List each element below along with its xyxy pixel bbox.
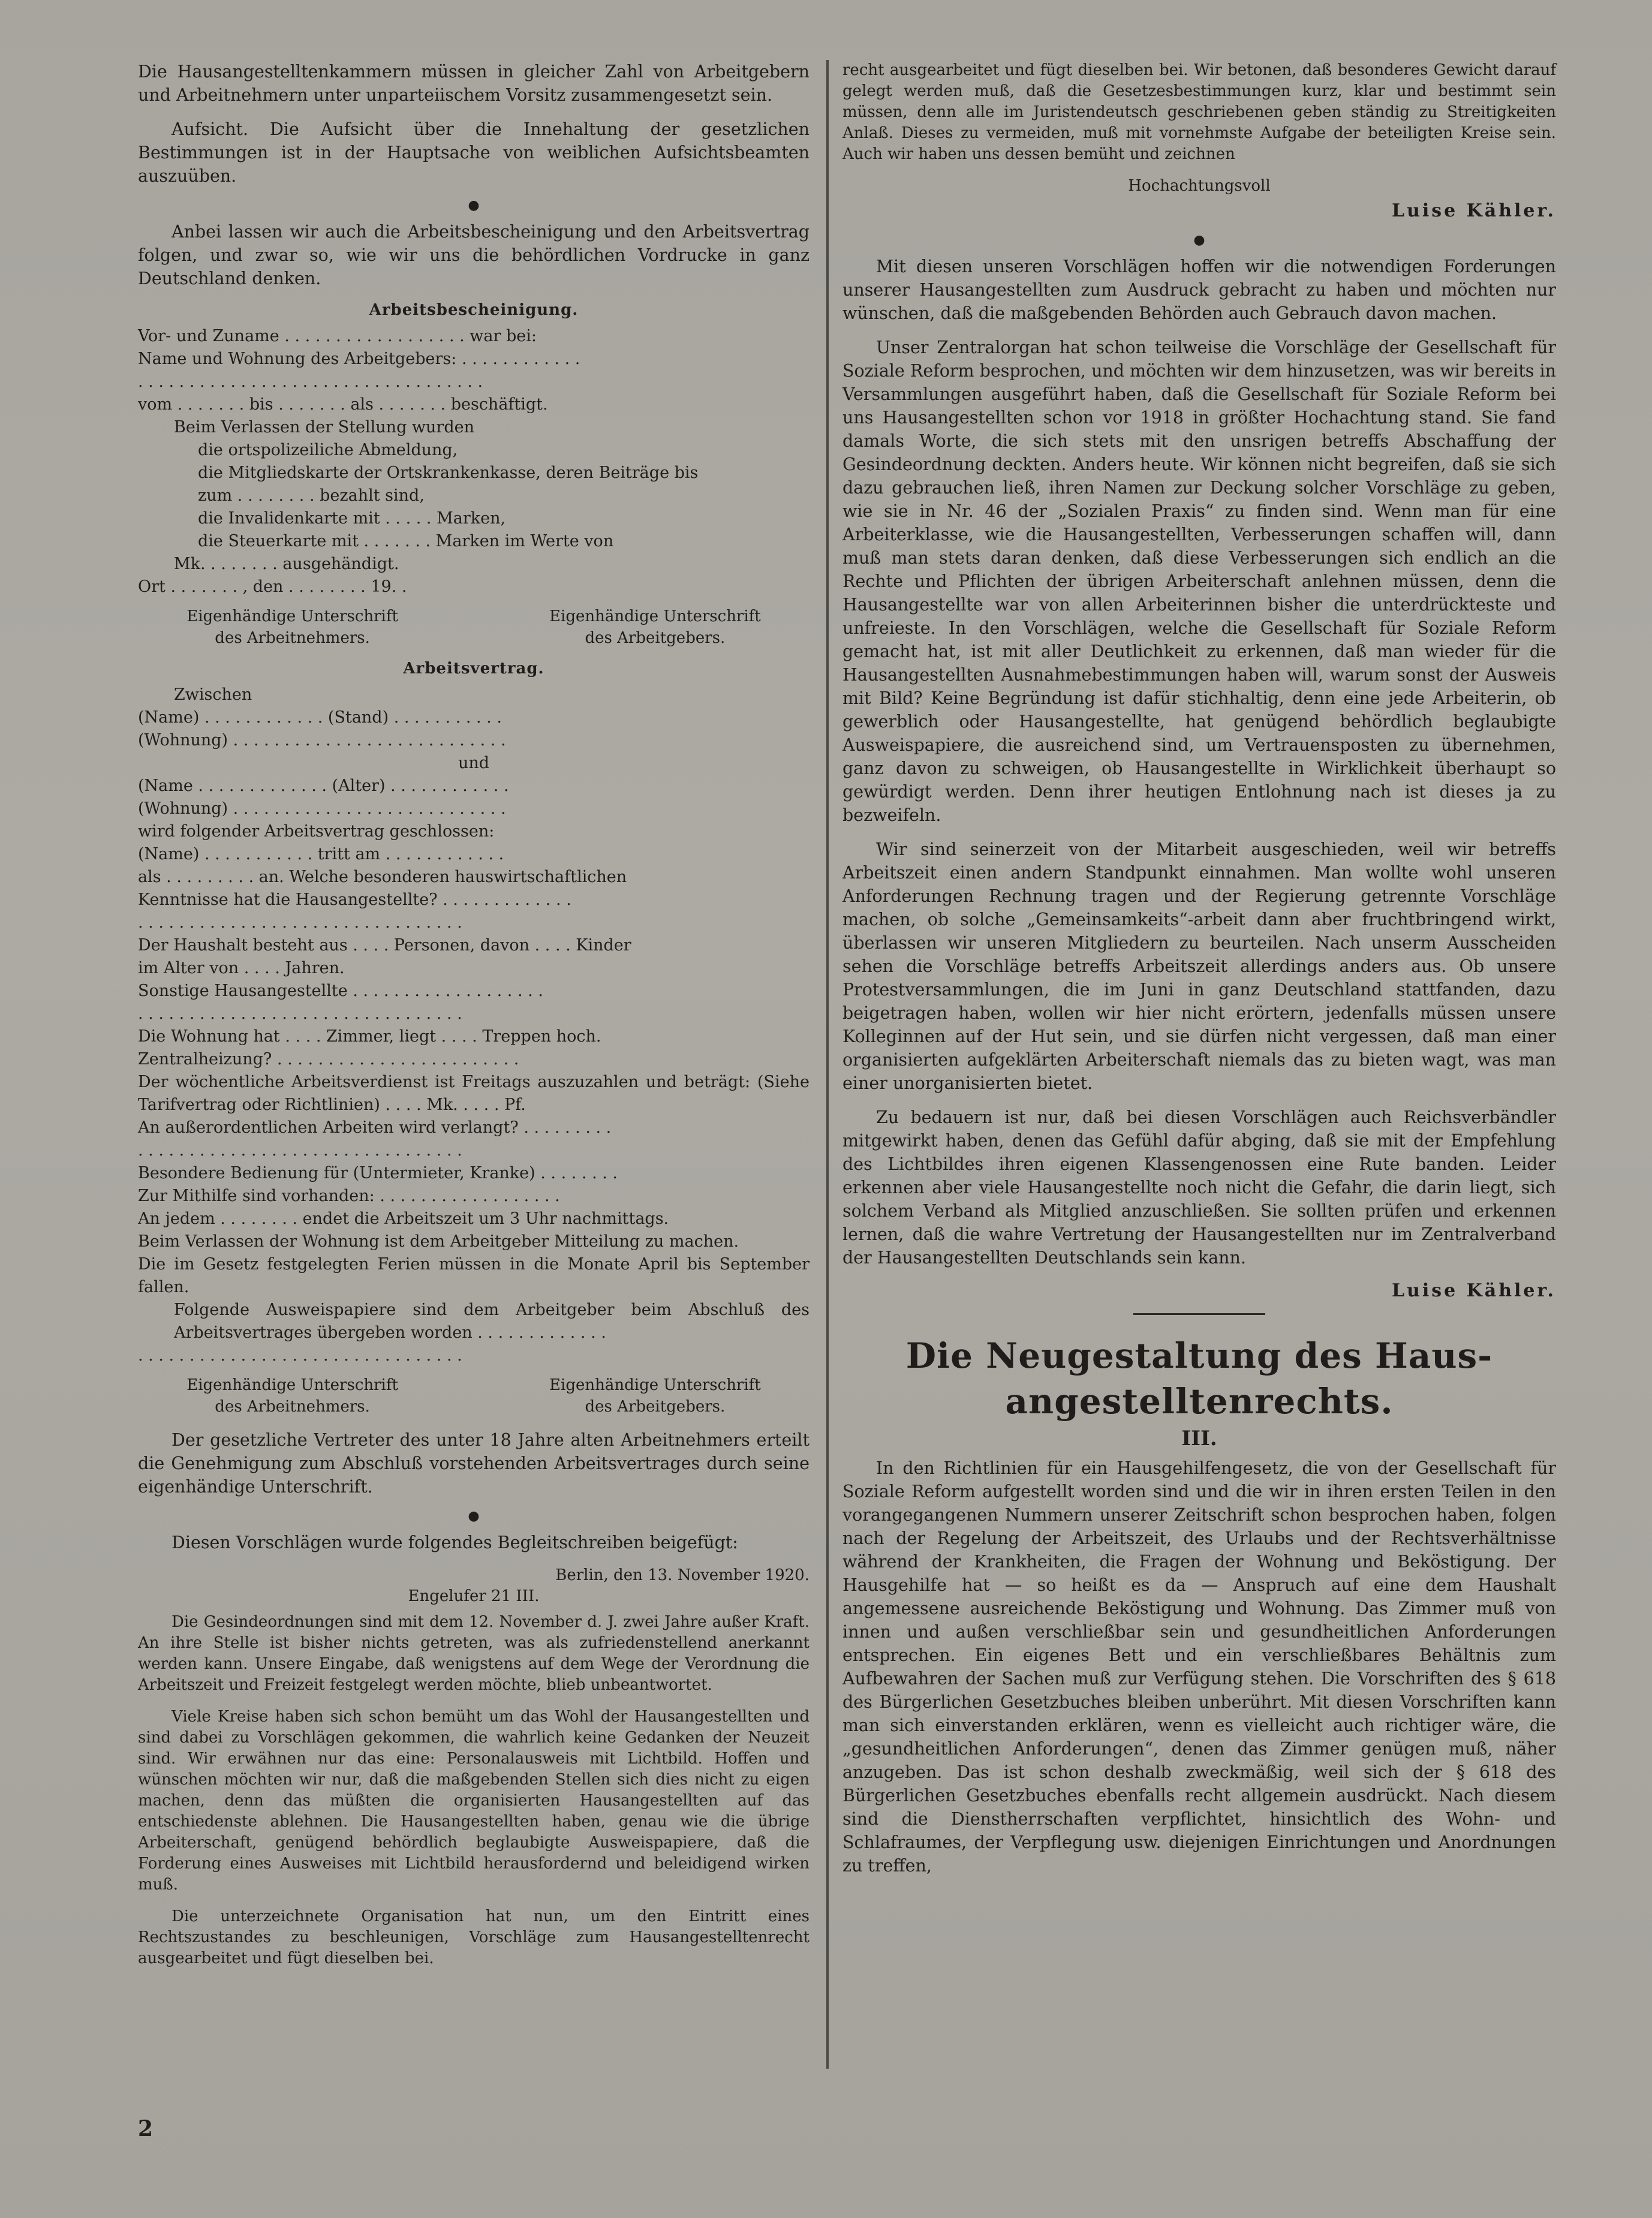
form-line: (Wohnung) . . . . . . . . . . . . . . . . . . . . . . . . . . . (138, 799, 506, 818)
article-part-number: III. (1181, 1426, 1217, 1450)
form-line: . . . . . . . . . . . . . . . . . . . . . . . . . . . . . . . . . . (138, 372, 483, 391)
form-line: Die im Gesetz festgelegten Ferien müssen in die Monate April bis September fallen. (138, 1255, 815, 1296)
form-line: Mk. . . . . . . . ausgehändigt. (174, 555, 399, 573)
form-line: (Wohnung) . . . . . . . . . . . . . . . . . . . . . . . . . . . (138, 731, 506, 750)
letter-paragraph: Die unterzeichnete Organisation hat nun, um den Eintritt eines Rechtszustandes zu beschleunigen, Vorschläge zum Hausangestelltenrecht ausgearbeitet und fügt dieselben bei. (138, 1907, 810, 1967)
cover-letter (138, 1612, 810, 1969)
article-headline: Die Neugestaltung des Haus- angestelltenrechts. (905, 1335, 1493, 1422)
form-line: als . . . . . . . . . an. Welche besonderen hauswirtschaftlichen (138, 868, 627, 886)
column-divider (826, 60, 829, 2069)
form-title: Arbeitsbescheinigung. (369, 301, 579, 319)
form-line: . . . . . . . . . . . . . . . . . . . . . . . . . . . . . . . . (138, 913, 462, 932)
form-line: Kenntnisse hat die Hausangestellte? . . . . . . . . . . . . . (138, 890, 571, 909)
form-line: An jedem . . . . . . . . endet die Arbeitszeit um 3 Uhr nachmittags. (138, 1209, 669, 1228)
page-number: 2 (138, 2116, 154, 2141)
letter-paragraph: Die Gesindeordnungen sind mit dem 12. November d. J. zwei Jahre außer Kraft. An ihre Stelle ist bisher nichts getreten, was als zufriedenstellend anerkannt werden kann. Unsere Eingabe, daß wenigstens auf dem Wege der Verordnung die Arbeitszeit und Freizeit festgelegt werden möchte, blieb unbeantwortet. (138, 1613, 810, 1694)
signature-employee: Eigenhändige Unterschrift des Arbeitnehmers. (186, 1376, 398, 1416)
form-line: . . . . . . . . . . . . . . . . . . . . . . . . . . . . . . . . (138, 1141, 462, 1160)
paragraph: Wir sind seinerzeit von der Mitarbeit ausgeschieden, weil wir betreffs Arbeitszeit einen andern Standpunkt einnahmen. Man wollte wohl unseren Anforderungen Rechnung tragen und der Regierung getrennte Vorschläge machen, ob solche „Gemeinsamkeits“-arbeit dann aber fruchtbringend wirkt, überlassen wir unseren Mitgliedern zu beurteilen. Nach unserm Ausscheiden sehen die Vorschläge betreffs Arbeitszeit allerdings anders aus. Ob unsere Protestversammlungen, die im Juni in ganz Deutschland stattfanden, dazu beigetragen haben, wollen wir hier nicht erörtern, jedenfalls müssen unsere Kolleginnen auf der Hut sein, und sie dürfen nicht vergessen, daß man einer organisierten aufgeklärten Arbeiterschaft niemals das zu bieten wagt, was man einer unorganisierten bietet. (842, 839, 1556, 1093)
paragraph: Mit diesen unseren Vorschlägen hoffen wir die notwendigen Forderungen unserer Hausangestellten zum Ausdruck gebracht zu haben und möchten nur wünschen, daß die maßgebenden Behörden auch Gebrauch davon machen. (842, 257, 1556, 323)
signature-row (138, 1374, 810, 1418)
signature-employee: Eigenhändige Unterschrift des Arbeitnehmers. (186, 607, 398, 647)
paragraph: Unser Zentralorgan hat schon teilweise die Vorschläge der Gesellschaft für Soziale Reform besprochen, und möchten wir dem hinzusetzen, was wir bereits in Versammlungen ausgeführt haben, daß die Gesellschaft für Soziale Reform bei uns Hausangestellten schon vor 1918 in größter Hochachtung stand. Sie fand damals Worte, die sich stets mit den unsrigen betreffs Abschaffung der Gesindeordnung deckten. Anders heute. Wir können nicht begreifen, daß sie sich dazu gebrauchen ließ, ihren Namen zur Deckung solcher Vorschläge zu geben, wie sie in Nr. 46 der „Sozialen Praxis“ zu finden sind. Wenn man für eine Arbeiterklasse, wie die Hausangestellten, Verbesserungen schaffen will, dann muß man stets daran denken, daß diese Verbesserungen sich endlich an die Rechte und Pflichten der übrigen Arbeiterschaft anlehnen müssen, denn die Hausangestellte war von allen Arbeiterinnen bisher die unterdrückteste und unfreieste. In den Vorschlägen, welche die Gesellschaft für Soziale Reform gemacht hat, ist mit aller Deutlichkeit zu erkennen, daß man wieder für die Hausangestellten Ausnahmebestimmungen haben will, warum sonst der Ausweis mit Bild? Keine Begründung ist dafür stichhaltig, denn eine jede Arbeiterin, ob gewerblich oder Hausangestellte, hat genügend behördlich beglaubigte Ausweispapiere, die ausreichend sind, um Vertrauensposten zu übernehmen, ganz davon zu schweigen, ob Hausangestellte in Wirklichkeit überhaupt so gewürdigt werden. Denn ihrer heutigen Entlohnung nach ist dieses ja zu bezweifeln. (842, 338, 1556, 825)
form-line: (Name) . . . . . . . . . . . . (Stand) . . . . . . . . . . . (138, 708, 502, 727)
form-line: die Steuerkarte mit . . . . . . . Marken im Werte von (198, 532, 614, 550)
form-line: Zur Mithilfe sind vorhanden: . . . . . . . . . . . . . . . . . . (138, 1187, 560, 1205)
section-bullet: ● (468, 198, 480, 213)
form-line: wird folgender Arbeitsvertrag geschlossen: (138, 822, 495, 841)
form-title: Arbeitsvertrag. (403, 660, 544, 678)
article-paragraph: In den Richtlinien für ein Hausgehilfengesetz, die von der Gesellschaft für Soziale Reform aufgestellt worden sind und die wir in ihren ersten Teilen in den vorangegangenen Nummern unserer Zeitschrift schon besprochen haben, folgen nach der Regelung der Arbeitszeit, des Urlaubs und der Rechtsverhältnisse während der Krankheiten, die Fragen der Wohnung und Beköstigung. Der Hausgehilfe hat — so heißt es da — Anspruch auf eine dem Haushalt angemessene ausreichende Beköstigung und Wohnung. Das Zimmer muß von innen und außen verschließbar sein und gesundheitlichen Anforderungen entsprechen. Ein eigenes Bett und ein verschließbares Behältnis zum Aufbewahren der Sachen muß zur Verfügung stehen. Die Vorschriften des § 618 des Bürgerlichen Gesetzbuches bleiben unberührt. Mit diesen Vorschriften kann man sich einverstanden erklären, wenn es vielleicht auch richtiger wäre, die „gesundheitlichen Anforderungen“, denen das Zimmer genügen muß, näher anzugeben. Das ist schon deshalb zweckmäßig, weil sich der § 618 des Bürgerlichen Gesetzbuches ebenfalls recht allgemein ausdrückt. Nach diesem sind die Dienstherrschaften verpflichtet, hinsichtlich des Wohn- und Schlafraumes, der Verpflegung usw. diejenigen Einrichtungen und Anordnungen zu treffen, (842, 1458, 1556, 1876)
letter-address: Engelufer 21 III. (408, 1587, 540, 1605)
signature-row (138, 606, 810, 649)
form-line: (Name . . . . . . . . . . . . . (Alter) . . . . . . . . . . . . (138, 777, 509, 795)
signature-author: Luise Kähler. (1391, 200, 1556, 221)
right-column (842, 60, 1556, 1888)
form-line: zum . . . . . . . . bezahlt sind, (198, 486, 425, 505)
form-line: . . . . . . . . . . . . . . . . . . . . . . . . . . . . . . . . (138, 1346, 462, 1365)
letter-dateline: Berlin, den 13. November 1920. (555, 1566, 810, 1584)
form-place-date: Ort . . . . . . . , den . . . . . . . . 19. . (138, 577, 407, 596)
form-line: Der Haushalt besteht aus . . . . Personen, davon . . . . Kinder (138, 936, 631, 955)
paragraph-guardian: Der gesetzliche Vertreter des unter 18 Jahre alten Arbeitnehmers erteilt die Genehmigung zum Abschluß vorstehenden Arbeitsvertrages durch seine eigenhändige Unterschrift. (138, 1430, 810, 1497)
paragraph-supervision: Aufsicht. Die Aufsicht über die Innehaltung der gesetzlichen Bestimmungen ist in der Hauptsache von weiblichen Aufsichtsbeamten auszuüben. (138, 119, 810, 186)
paragraph-cover-letter-intro: Diesen Vorschlägen wurde folgendes Begleitschreiben beigefügt: (171, 1533, 738, 1552)
signature-employer: Eigenhändige Unterschrift des Arbeitgebers. (549, 607, 761, 647)
section-bullet: ● (1193, 233, 1205, 248)
form-line: Name und Wohnung des Arbeitgebers: . . . . . . . . . . . . (138, 350, 580, 368)
form-line: . . . . . . . . . . . . . . . . . . . . . . . . . . . . . . . . (138, 1004, 462, 1023)
form-line: Folgende Ausweispapiere sind dem Arbeitgeber beim Abschluß des Arbeitsvertrages übergeben worden . . . . . . . . . . . . . (174, 1301, 815, 1342)
form-line: Der wöchentliche Arbeitsverdienst ist Freitags auszuzahlen und beträgt: (Siehe Tarifvertrag oder Richtlinien) . . . . Mk. . . . . Pf. (138, 1073, 815, 1114)
form-line: die Mitgliedskarte der Ortskrankenkasse, deren Beiträge bis (198, 464, 699, 482)
paragraph-forms-intro: Anbei lassen wir auch die Arbeitsbescheinigung und den Arbeitsvertrag folgen, und zwar so, wie wir uns die behördlichen Vordrucke in ganz Deutschland denken. (138, 222, 810, 288)
paragraph: Zu bedauern ist nur, daß bei diesen Vorschlägen auch Reichsverbändler mitgewirkt haben, denen das Gefühl dafür abging, daß sie mit der Empfehlung des Lichtbildes ihren eigenen Klassengenossen eine Rute banden. Leider erkennen aber viele Hausangestellte noch nicht die Gefahr, die darin liegt, sich solchem Verband als Mitglied anzuschließen. Sie sollten prüfen und erkennen lernen, daß die wahre Vertretung der Hausangestellten nur im Zentralverband der Hausangestellten Deutschlands sein kann. (842, 1108, 1556, 1268)
form-line: im Alter von . . . . Jahren. (138, 959, 345, 977)
section-bullet: ● (468, 1509, 480, 1524)
form-line: (Name) . . . . . . . . . . . tritt am . . . . . . . . . . . . (138, 845, 504, 863)
paragraph-chambers: Die Hausangestelltenkammern müssen in gleicher Zahl von Arbeitgebern und Arbeitnehmern unter unparteiischem Vorsitz zusammengesetzt sein. (138, 62, 810, 105)
form-line: Vor- und Zuname . . . . . . . . . . . . . . . . . . war bei: (138, 327, 537, 345)
form-line: Zentralheizung? . . . . . . . . . . . . . . . . . . . . . . . . (138, 1050, 519, 1069)
form-line: Beim Verlassen der Stellung wurden (174, 418, 474, 437)
letter-paragraph: Viele Kreise haben sich schon bemüht um das Wohl der Hausangestellten und sind dabei zu Vorschlägen gekommen, die wahrlich keine Gedanken der Neuzeit sind. Wir erwähnen nur das eine: Personalausweis mit Lichtbild. Hoffen und wünschen möchten wir nur, daß die maßgebenden Stellen sich dies nicht zu eigen machen, denn das müßten die organisierten Hausangestellten auf das entschiedenste ablehnen. Die Hausangestellten haben, genau wie die übrige Arbeiterschaft, genügend behördlich beglaubigte Ausweispapiere, daß die Forderung eines Ausweises mit Lichtbild herausfordernd und beleidigend wirken muß. (138, 1708, 810, 1894)
form-line: Beim Verlassen der Wohnung ist dem Arbeitgeber Mitteilung zu machen. (138, 1232, 739, 1251)
letter-paragraph: recht ausgearbeitet und fügt dieselben bei. Wir betonen, daß besonderes Gewicht darauf gelegt werden muß, daß die Gesetzesbestimmungen kurz, klar und bestimmt sein müssen, denn alle im Juristendeutsch geschriebenen geben ständig zu Streitigkeiten Anlaß. Dieses zu vermeiden, muß mit vornehmste Aufgabe der beteiligten Kreise sein. Auch wir haben uns dessen bemüht und zeichnen (842, 61, 1556, 163)
signature-author: Luise Kähler. (1391, 1280, 1556, 1301)
form-line: Zwischen (174, 685, 252, 704)
form-line: die Invalidenkarte mit . . . . . Marken, (198, 509, 506, 528)
form-line: die ortspolizeiliche Abmeldung, (198, 441, 458, 459)
cover-letter-continued (842, 60, 1556, 165)
left-column (138, 60, 815, 1980)
letter-closing: Hochachtungsvoll (1128, 177, 1271, 195)
form-line: Die Wohnung hat . . . . Zimmer, liegt . . . . Treppen hoch. (138, 1027, 601, 1046)
separator-rule (1133, 1313, 1265, 1315)
signature-employer: Eigenhändige Unterschrift des Arbeitgebers. (549, 1376, 761, 1416)
form-arbeitsvertrag (138, 660, 815, 1418)
form-line: Sonstige Hausangestellte . . . . . . . . . . . . . . . . . . . (138, 982, 543, 1000)
form-line: Besondere Bedienung für (Untermieter, Kranke) . . . . . . . . (138, 1164, 618, 1182)
form-line: An außerordentlichen Arbeiten wird verlangt? . . . . . . . . . (138, 1118, 612, 1137)
form-line: und (458, 754, 490, 772)
form-arbeitsbescheinigung (138, 301, 810, 649)
form-line: vom . . . . . . . bis . . . . . . . als . . . . . . . beschäftigt. (138, 395, 548, 414)
